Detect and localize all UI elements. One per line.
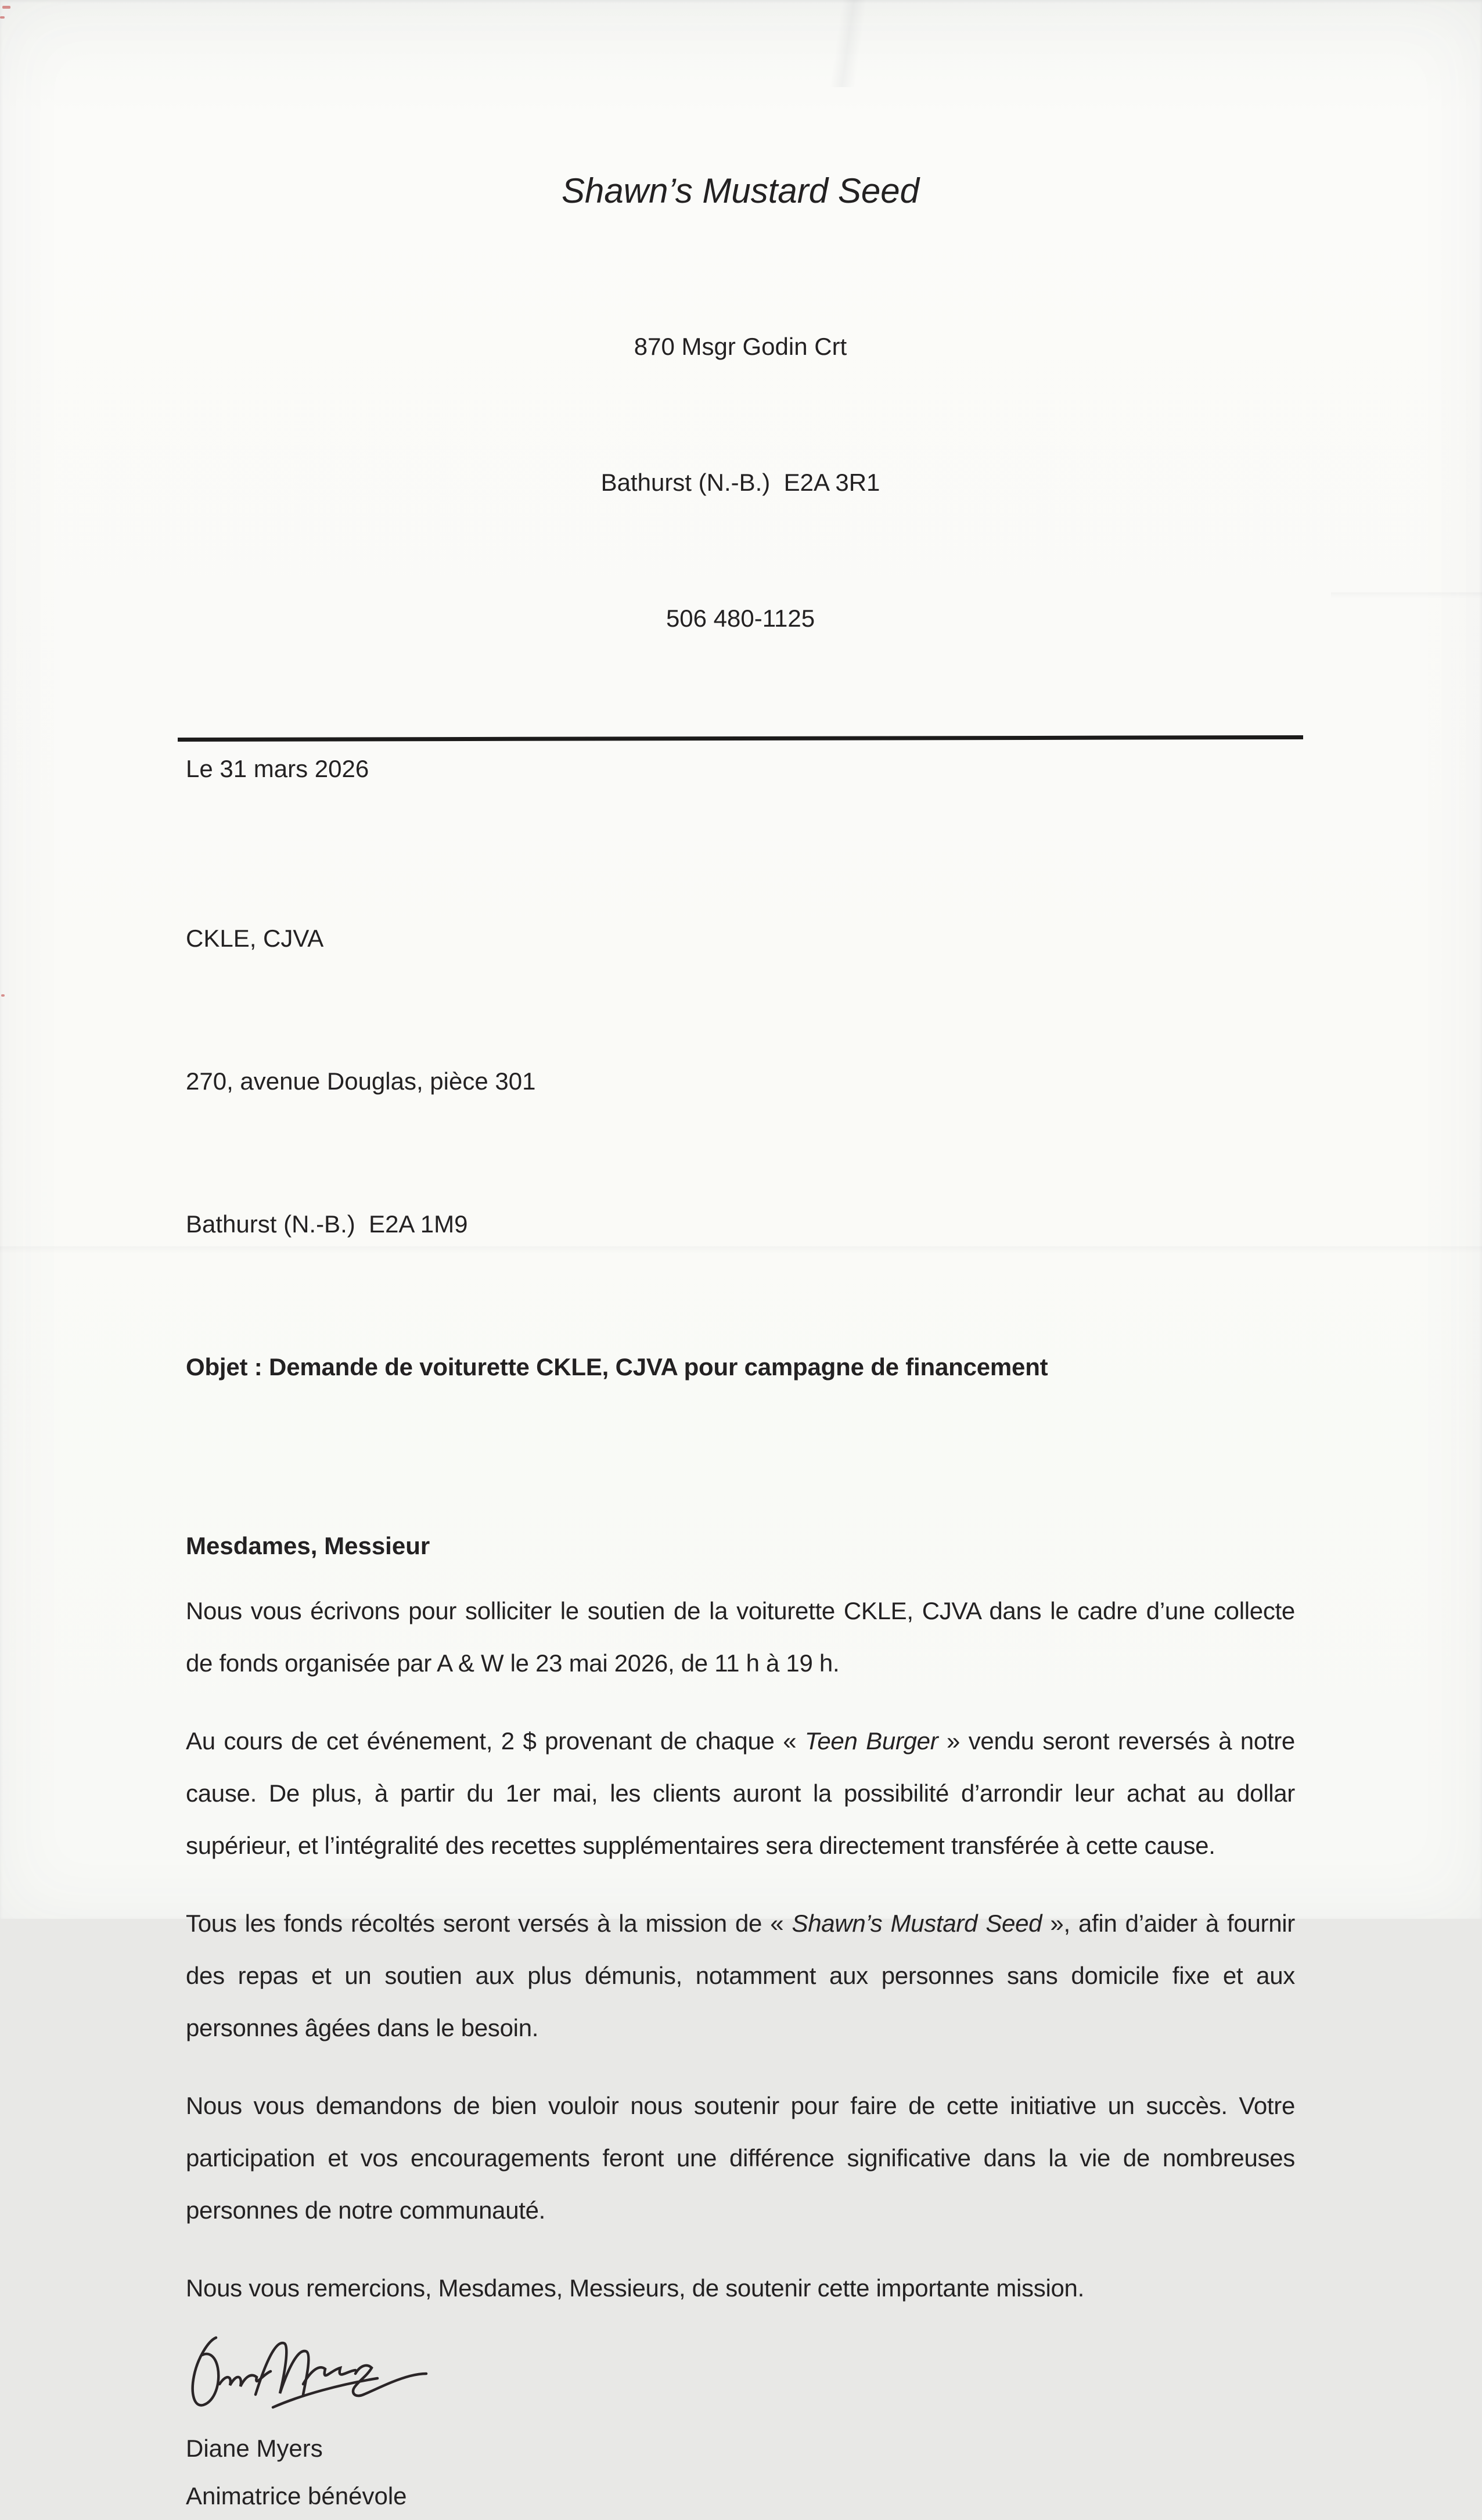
signer-name: Diane Myers (186, 2435, 323, 2462)
date-line: Le 31 mars 2026 (186, 755, 369, 782)
org-address-line1: 870 Msgr Godin Crt (634, 333, 847, 360)
handwritten-signature-icon (186, 2320, 430, 2419)
signature-image (186, 2320, 1295, 2419)
recipient-address-line1: 270, avenue Douglas, pièce 301 (186, 1067, 536, 1095)
body-paragraph: Nous vous écrivons pour solliciter le soutien de la voiturette CKLE, CJVA dans le cadre d’une collecte de fonds organisée par A & W le 23 mai 2026, de 11 h à 19 h. (186, 1597, 1295, 1677)
body-paragraph: Nous vous demandons de bien vouloir nous soutenir pour faire de cette initiative un succès. Votre participation et vos encouragements feront une différence significative dans la vie de nombreuses personnes de notre communauté. (186, 2092, 1295, 2224)
recipient-name: CKLE, CJVA (186, 925, 324, 952)
header-divider-rule (178, 735, 1303, 742)
body-paragraph: Au cours de cet événement, 2 $ provenant de chaque « Teen Burger » vendu seront reversés à notre cause. De plus, à partir du 1er mai, les clients auront la possibilité d’arrondir leur achat au dollar supérieur, et l’intégralité des recettes supplémentaires sera directement transférée à cette cause. (186, 1727, 1295, 1859)
org-name: Shawn’s Mustard Seed (562, 171, 919, 210)
signer-title: Animatrice bénévole (186, 2482, 407, 2510)
signer-block (186, 2425, 1295, 2520)
letter-body (186, 1585, 1295, 2314)
salutation: Mesdames, Messieur (186, 1532, 430, 1559)
recipient-block (186, 819, 1295, 1486)
org-address-block (186, 233, 1295, 732)
subject-line: Objet : Demande de voiturette CKLE, CJVA pour campagne de financement (186, 1353, 1048, 1381)
org-address-line2: Bathurst (N.-B.) E2A 3R1 (600, 469, 880, 496)
letterhead (186, 172, 1295, 732)
closing-line: Nous vous remercions, Mesdames, Messieurs, de soutenir cette importante mission. (186, 2274, 1084, 2302)
body-paragraph: Tous les fonds récoltés seront versés à la mission de « Shawn’s Mustard Seed », afin d’aider à fournir des repas et un soutien aux plus démunis, notamment aux personnes sans domicile fixe et aux personnes âgées dans le besoin. (186, 1910, 1295, 2041)
recipient-address-line2: Bathurst (N.-B.) E2A 1M9 (186, 1210, 468, 1238)
org-phone: 506 480-1125 (666, 605, 815, 632)
